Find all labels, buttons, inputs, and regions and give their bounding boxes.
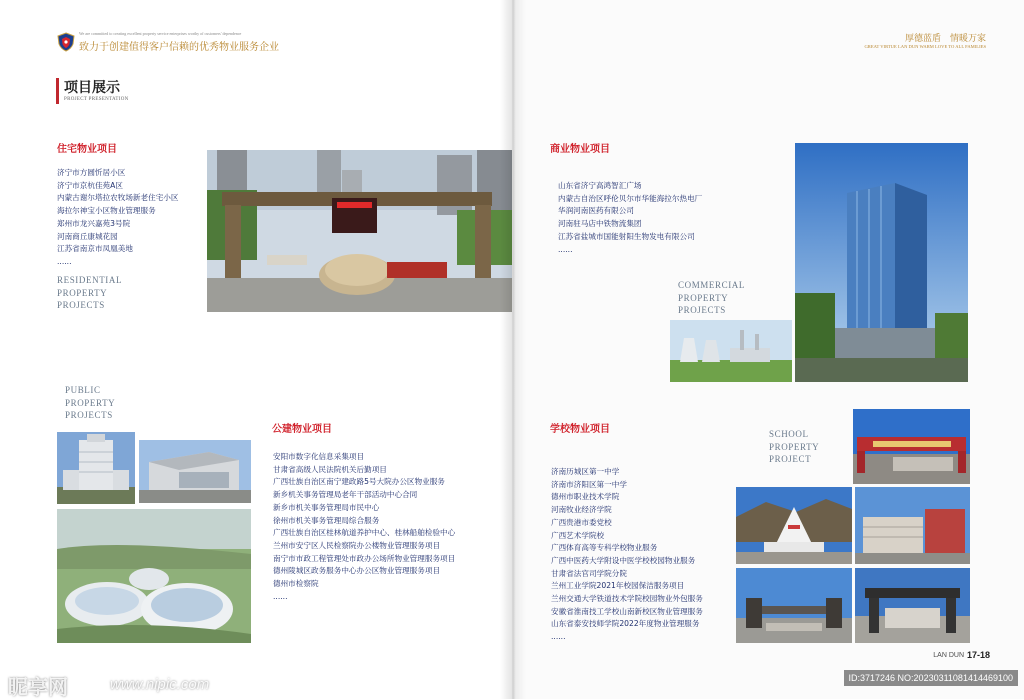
label-line: SCHOOL (769, 429, 809, 439)
list-item: 河南商丘康城花园 (57, 231, 118, 241)
school-gate-photo-3 (855, 568, 970, 643)
school-en-label (769, 428, 819, 466)
section-accent-bar (56, 78, 59, 104)
list-item: 兰州交通大学铁道技术学院校园物业外包服务 (551, 594, 703, 604)
page-title: 项目展示 (64, 80, 120, 96)
residential-list (57, 167, 179, 269)
public-building-photo-1 (57, 432, 135, 504)
list-item: 河南牧业经济学院 (551, 505, 612, 515)
list-item: 广西壮族自治区南宁建政路5号大院办公区物业服务 (273, 477, 445, 487)
list-item: ...... (57, 256, 72, 266)
list-item: 兰州工业学院2021年校园保洁服务项目 (551, 581, 685, 591)
list-item: 德州陵城区政务服务中心办公区物业管理服务项目 (273, 566, 441, 576)
commercial-title: 商业物业项目 (550, 144, 610, 155)
list-item: 徐州市机关事务管理局综合服务 (273, 515, 380, 525)
list-item: ...... (273, 591, 288, 601)
watermark-logo: 昵享网 (8, 675, 68, 699)
label-line: PROPERTY (678, 292, 729, 303)
page-number: 17-18 (966, 650, 990, 660)
list-item: 江苏省南京市凤凰美地 (57, 244, 133, 254)
school-gate-photo-1 (853, 409, 970, 484)
list-item: 内蒙古自治区呼伦贝尔市华能海拉尔热电厂 (558, 193, 703, 203)
list-item: 济宁市方圆忻居小区 (57, 168, 126, 177)
list-item: 济南历城区第一中学 (551, 467, 620, 476)
school-list (551, 466, 703, 644)
footer-brand: LAN DUN (933, 652, 964, 659)
school-building-photo (855, 487, 970, 564)
list-item: 广西壮族自治区桂林航道养护中心、桂林船舶检验中心 (273, 528, 456, 538)
list-item: 江苏省盐城市国能射阳生物发电有限公司 (558, 231, 695, 241)
header-tagline-en: We are committed to creating excellent property service enterprises worthy of customers' dependence (79, 31, 242, 36)
list-item: 济南市济阳区第一中学 (551, 479, 627, 489)
commercial-tower-photo (795, 143, 968, 382)
label-line: PROPERTY (769, 441, 820, 452)
label-line: PROPERTY (57, 287, 108, 298)
list-item: 兰州市安宁区人民检察院办公楼物业管理服务项目 (273, 540, 441, 550)
watermark-id: ID:3717246 NO:20230311081414469100 (844, 670, 1018, 686)
residential-title: 住宅物业项目 (57, 144, 117, 155)
list-item: 新乡机关事务管理局老年干部活动中心合同 (273, 490, 418, 500)
list-item: ...... (551, 632, 566, 642)
watermark-url: www.nipic.com (110, 676, 210, 693)
list-item: 河南驻马店中铁物流集团 (558, 219, 642, 229)
page-subtitle: PROJECT PRESENTATION (64, 97, 129, 102)
commercial-plant-photo (670, 320, 792, 382)
list-item: 南宁市市政工程管理处市政办公场所物业管理服务项目 (273, 553, 456, 563)
list-item: 安徽省淮南技工学校山南新校区物业管理服务 (551, 606, 703, 616)
label-line: PROJECT (769, 454, 812, 464)
residential-en-label (57, 274, 122, 312)
list-item: 广西艺术学院校 (551, 530, 605, 540)
list-item: 广西中医药大学附设中医学校校园物业服务 (551, 555, 696, 565)
label-line: PROJECTS (57, 300, 105, 310)
commercial-list (558, 180, 702, 256)
commercial-en-label (678, 279, 745, 317)
company-logo-icon (57, 32, 75, 52)
school-monument-photo (736, 487, 852, 564)
label-line: PROJECTS (65, 410, 113, 420)
public-list (273, 451, 455, 603)
header-motto-en: GREAT VIRTUE LAN DUN WARM LOVE TO ALL FAMILIES (864, 44, 986, 49)
list-item: ...... (558, 244, 573, 254)
list-item: 山东省济宁高鸿智汇广场 (558, 181, 642, 190)
list-item: 华润河南医药有限公司 (558, 206, 634, 216)
residential-gate-photo (207, 150, 512, 312)
list-item: 德州市职业技术学院 (551, 492, 620, 502)
label-line: COMMERCIAL (678, 280, 746, 290)
header-tagline-cn: 致力于创建值得客户信赖的优秀物业服务企业 (79, 42, 279, 53)
list-item: 安阳市数字化信息采集项目 (273, 452, 365, 461)
public-stadium-photo (57, 509, 251, 643)
list-item: 内蒙古谢尔塔拉农牧场新老住宅小区 (57, 193, 179, 203)
list-item: 济宁市京杭佳苑A区 (57, 180, 123, 190)
list-item: 德州市检察院 (273, 579, 319, 589)
label-line: PROJECTS (678, 305, 726, 315)
label-line: PUBLIC (65, 385, 101, 395)
list-item: 甘肃省高级人民法院机关后勤项目 (273, 464, 387, 474)
list-item: 海拉尔神宝小区物业管理服务 (57, 206, 156, 216)
public-title: 公建物业项目 (272, 424, 332, 435)
list-item: 山东省泰安技师学院2022年度物业管理服务 (551, 619, 700, 629)
public-en-label (65, 384, 115, 422)
list-item: 郑州市龙兴嘉苑3号院 (57, 218, 131, 228)
label-line: RESIDENTIAL (57, 275, 123, 285)
label-line: PROPERTY (65, 397, 116, 408)
list-item: 甘肃省法官司学院分院 (551, 568, 627, 578)
header-motto-cn: 厚德蓝盾 情暖万家 (904, 34, 986, 44)
public-building-photo-2 (139, 440, 251, 503)
list-item: 广西体育高等专科学校物业服务 (551, 543, 658, 553)
school-title: 学校物业项目 (550, 424, 610, 435)
list-item: 广西贵港市委党校 (551, 517, 612, 527)
list-item: 新乡市机关事务管理局市民中心 (273, 502, 380, 512)
school-gate-photo-2 (736, 568, 852, 643)
